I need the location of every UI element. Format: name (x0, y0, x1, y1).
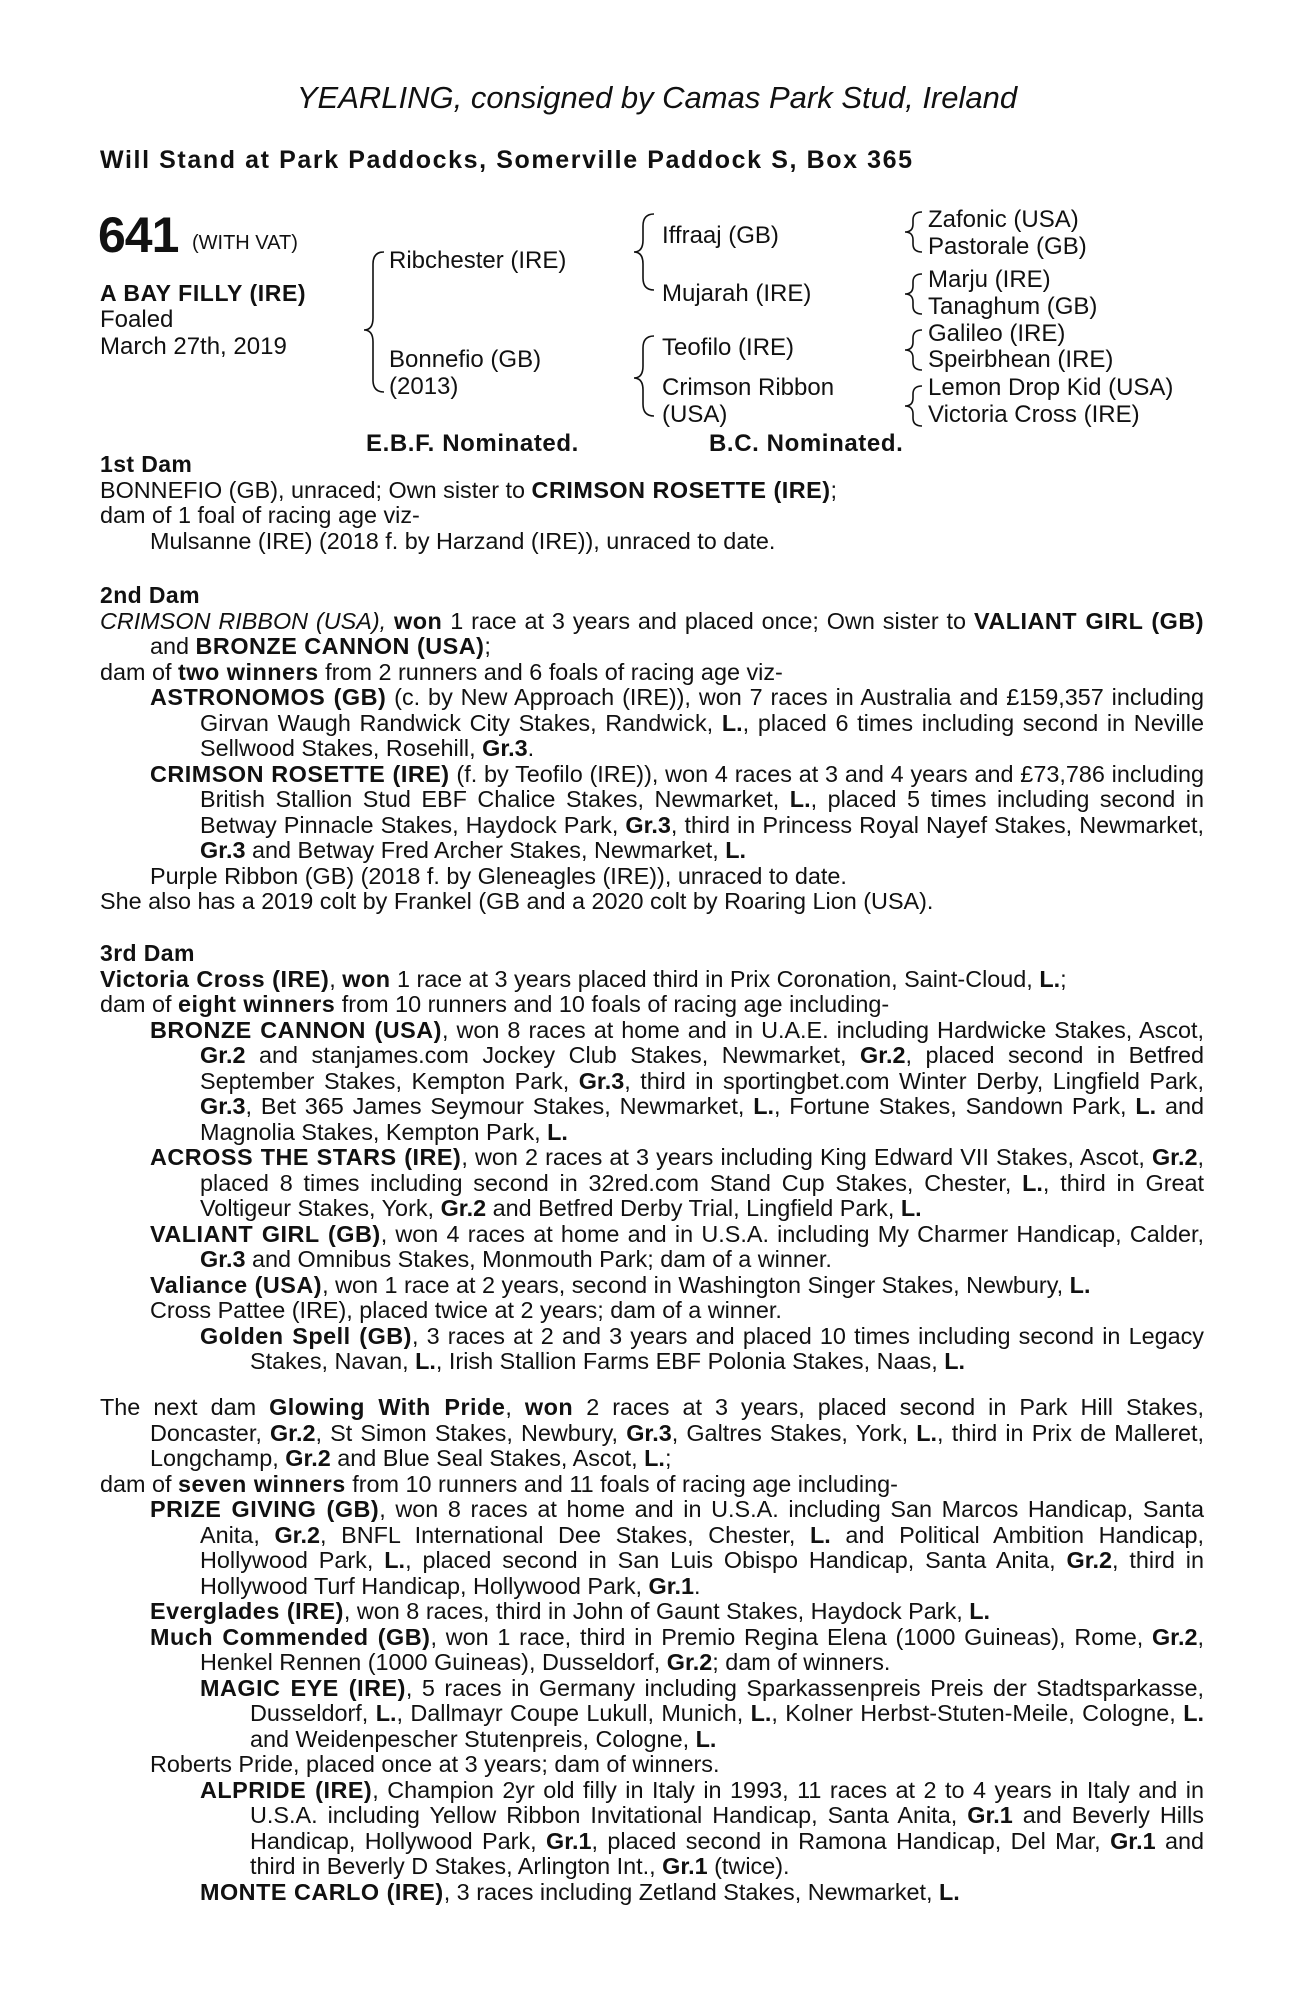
ebf-nominated: E.B.F. Nominated. (366, 430, 579, 457)
produce-everglades: Everglades (IRE), won 8 races, third in John of Gaunt Stakes, Haydock Park, L. (150, 1598, 991, 1624)
g3-sss: Zafonic (USA) (928, 206, 1079, 233)
first-dam-heading: 1st Dam (100, 451, 193, 477)
first-dam-section (100, 452, 1204, 554)
second-dam-heading: 2nd Dam (100, 582, 200, 608)
dam-sire: Teofilo (IRE) (662, 334, 795, 361)
third-dam-heading: 3rd Dam (100, 940, 195, 966)
second-dam-line: CRIMSON RIBBON (USA), won 1 race at 3 years and placed once; Own sister to VALIANT GIRL (GB) and BRONZE CANNON (USA); (100, 607, 1204, 659)
produce-magic-eye: MAGIC EYE (IRE), 5 races in Germany including Sparkassenpreis Preis der Stadtsparkasse, Dusseldorf, L., Dallmayr Coupe Lukull, Munich, L., Kolner Herbst-Stuten-Meile, Cologne, L. and Weidenpescher Stutenpreis, Cologne, L. (200, 1674, 1204, 1752)
dam-dam: Crimson Ribbon (662, 374, 835, 401)
foaled-date: March 27th, 2019 (100, 333, 287, 360)
first-dam-produce: dam of 1 foal of racing age viz- (100, 502, 420, 528)
lot-number: 641 (98, 207, 179, 263)
stand-location: Will Stand at Park Paddocks, Somerville Paddock S, Box 365 (100, 146, 914, 174)
g3-dsd: Speirbhean (IRE) (928, 346, 1114, 373)
second-dam-also: She also has a 2019 colt by Frankel (GB and a 2020 colt by Roaring Lion (USA). (100, 888, 934, 914)
g3-ddd: Victoria Cross (IRE) (928, 401, 1140, 428)
sire-sire: Iffraaj (GB) (662, 222, 779, 249)
foaled-label: Foaled (100, 306, 174, 333)
next-dam-line: The next dam Glowing With Pride, won 2 races at 3 years, placed second in Park Hill Stakes, Doncaster, Gr.2, St Simon Stakes, Newbury, Gr.3, Galtres Stakes, York, L., third in Prix de Malleret, Longchamp, Gr.2 and Blue Seal Stakes, Ascot, L.; (100, 1394, 1205, 1471)
next-dam-section (100, 1395, 1204, 1905)
produce-purple-ribbon: Purple Ribbon (GB) (2018 f. by Gleneagles (IRE)), unraced to date. (150, 862, 847, 889)
produce-bronze-cannon: BRONZE CANNON (USA), won 8 races at home and in U.A.E. including Hardwicke Stakes, Ascot, Gr.2 and stanjames.com Jockey Club Stakes, Newmarket, Gr.2, placed second in Betfred September Stakes, Kempton Park, Gr.3, third in sportingbet.com Winter Derby, Lingfield Park, Gr.3, Bet 365 James Seymour Stakes, Newmarket, L., Fortune Stakes, Sandown Park, L. and Magnolia Stakes, Kempton Park, L. (150, 1016, 1205, 1145)
vat-note: (WITH VAT) (192, 232, 298, 254)
third-dam-section (100, 941, 1204, 1375)
sire: Ribchester (IRE) (389, 247, 567, 274)
produce-roberts-pride: Roberts Pride, placed once at 3 years; dam of winners. (150, 1751, 720, 1777)
produce-astronomos: ASTRONOMOS (GB) (c. by New Approach (IRE)), won 7 races in Australia and £159,357 including Girvan Waugh Randwick City Stakes, Randwick, L., placed 6 times including second in Neville Sellwood Stakes, Rosehill, Gr.3. (150, 684, 1204, 761)
produce-monte-carlo: MONTE CARLO (IRE), 3 races including Zetland Stakes, Newmarket, L. (200, 1878, 960, 1905)
produce-alpride: ALPRIDE (IRE), Champion 2yr old filly in Italy in 1993, 11 races at 2 to 4 years in Italy and in U.S.A. including Yellow Ribbon Invitational Handicap, Santa Anita, Gr.1 and Beverly Hills Handicap, Hollywood Park, Gr.1, placed second in Ramona Handicap, Del Mar, Gr.1 and third in Beverly D Stakes, Arlington Int., Gr.1 (twice). (200, 1776, 1204, 1879)
produce-much-commended: Much Commended (GB), won 1 race, third in Premio Regina Elena (1000 Guineas), Rome, Gr.2, Henkel Rennen (1000 Guineas), Dusseldorf, Gr.2; dam of winners. (150, 1623, 1204, 1675)
dam-dam-origin: (USA) (662, 401, 728, 428)
produce-across-the-stars: ACROSS THE STARS (IRE), won 2 races at 3 years including King Edward VII Stakes, Ascot, Gr.2, placed 8 times including second in 32red.com Stand Cup Stakes, Chester, L., third in Great Voltigeur Stakes, York, Gr.2 and Betfred Derby Trial, Lingfield Park, L. (150, 1144, 1204, 1221)
produce-cross-pattee: Cross Pattee (IRE), placed twice at 2 years; dam of a winner. (150, 1297, 782, 1323)
third-dam-produce: dam of eight winners from 10 runners and 10 foals of racing age including- (100, 991, 890, 1017)
g3-sdd: Tanaghum (GB) (928, 293, 1098, 320)
produce-valiance: Valiance (USA), won 1 race at 2 years, second in Washington Singer Stakes, Newbury, L. (150, 1271, 1091, 1298)
g3-dds: Lemon Drop Kid (USA) (928, 374, 1174, 401)
next-dam-produce: dam of seven winners from 10 runners and 11 foals of racing age including- (100, 1470, 898, 1497)
sale-heading: YEARLING, consigned by Camas Park Stud, Ireland (296, 80, 1018, 115)
dam-year: (2013) (389, 373, 459, 400)
second-dam-section (100, 583, 1204, 915)
g3-sds: Marju (IRE) (928, 266, 1051, 293)
dam: Bonnefio (GB) (389, 346, 542, 373)
bc-nominated: B.C. Nominated. (709, 430, 904, 457)
produce-valiant-girl: VALIANT GIRL (GB), won 4 races at home and in U.S.A. including My Charmer Handicap, Calder, Gr.3 and Omnibus Stakes, Monmouth Park; dam of a winner. (150, 1220, 1204, 1272)
produce-prize-giving: PRIZE GIVING (GB), won 8 races at home and in U.S.A. including San Marcos Handicap, Santa Anita, Gr.2, BNFL International Dee Stakes, Chester, L. and Political Ambition Handicap, Hollywood Park, L., placed second in San Luis Obispo Handicap, Santa Anita, Gr.2, third in Hollywood Turf Handicap, Hollywood Park, Gr.1. (150, 1496, 1204, 1599)
produce-crimson-rosette: CRIMSON ROSETTE (IRE) (f. by Teofilo (IRE)), won 4 races at 3 and 4 years and £73,786 including British Stallion Stud EBF Chalice Stakes, Newmarket, L., placed 5 times including second in Betway Pinnacle Stakes, Haydock Park, Gr.3, third in Princess Royal Nayef Stakes, Newmarket, Gr.3 and Betway Fred Archer Stakes, Newmarket, L. (150, 760, 1205, 863)
second-dam-produce: dam of two winners from 2 runners and 6 foals of racing age viz- (100, 658, 783, 685)
produce-golden-spell: Golden Spell (GB), 3 races at 2 and 3 years and placed 10 times including second in Legacy Stakes, Navan, L., Irish Stallion Farms EBF Polonia Stakes, Naas, L. (200, 1322, 1204, 1374)
first-dam-line: BONNEFIO (GB), unraced; Own sister to CRIMSON ROSETTE (IRE); (100, 476, 838, 503)
horse-description: A BAY FILLY (IRE) (100, 280, 307, 306)
g3-ssd: Pastorale (GB) (928, 233, 1087, 260)
g3-dss: Galileo (IRE) (928, 320, 1066, 347)
third-dam-line: Victoria Cross (IRE), won 1 race at 3 years placed third in Prix Coronation, Saint-Cloud, L.; (100, 965, 1067, 992)
sire-dam: Mujarah (IRE) (662, 280, 812, 307)
first-dam-foal: Mulsanne (IRE) (2018 f. by Harzand (IRE)), unraced to date. (150, 527, 776, 554)
